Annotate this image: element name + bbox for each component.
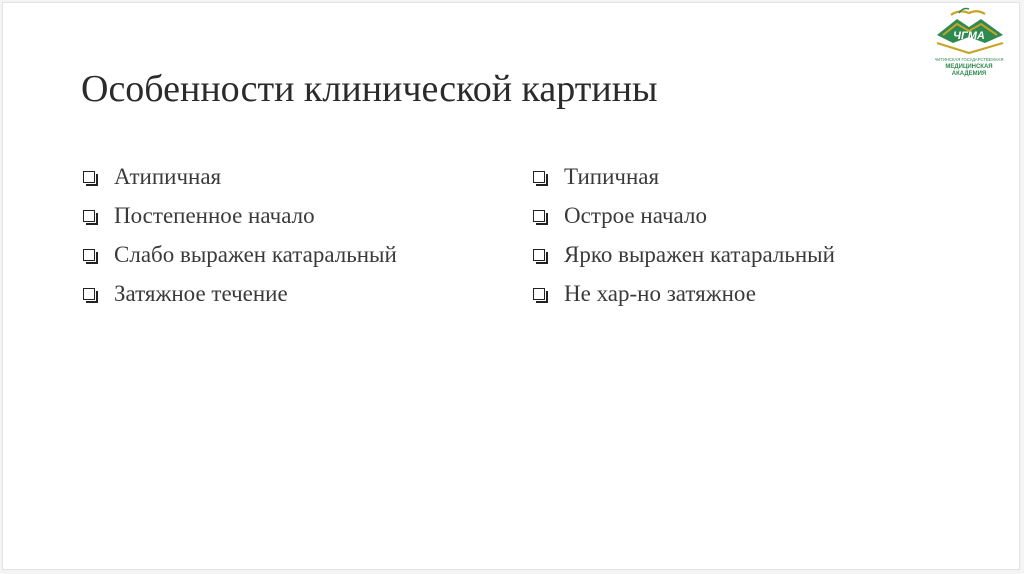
- logo-small-text: МЕДИЦИНСКАЯ: [945, 64, 993, 70]
- list-item-text: Ярко выражен катаральный: [564, 241, 835, 267]
- list-item-text: Постепенное начало: [114, 202, 315, 228]
- list-item-text: Атипичная: [114, 163, 222, 189]
- checkbox-bullet-icon: [533, 171, 545, 183]
- slide-title: Особенности клинической картины: [81, 68, 658, 110]
- checkbox-bullet-icon: [533, 288, 545, 300]
- list-item-text: Слабо выражен катаральный: [114, 241, 397, 267]
- list-item: [531, 196, 835, 235]
- logo-abbr-text: ЧГМА: [953, 30, 985, 42]
- list-item: [531, 157, 835, 196]
- bullet-list-left: [81, 157, 397, 313]
- bullet-list-right: [531, 157, 835, 313]
- logo-small-text: ЧИТИНСКАЯ ГОСУДАРСТВЕННАЯ: [934, 57, 1004, 62]
- checkbox-bullet-icon: [533, 249, 545, 261]
- list-item: [81, 157, 397, 196]
- slide: [2, 2, 1020, 570]
- list-item-text: Типичная: [564, 163, 660, 189]
- list-item-text: Затяжное течение: [114, 280, 288, 306]
- checkbox-bullet-icon: [533, 210, 545, 222]
- checkbox-bullet-icon: [83, 288, 95, 300]
- list-item: [81, 196, 397, 235]
- checkbox-bullet-icon: [83, 249, 95, 261]
- logo-small-text: АКАДЕМИЯ: [951, 71, 987, 77]
- checkbox-bullet-icon: [83, 171, 95, 183]
- list-item-text: Острое начало: [564, 202, 707, 228]
- academy-logo: [929, 5, 1009, 83]
- list-item: [81, 274, 397, 313]
- list-item: [531, 235, 835, 274]
- list-item-text: Не хар-но затяжное: [564, 280, 756, 306]
- list-item: [531, 274, 835, 313]
- list-item: [81, 235, 397, 274]
- checkbox-bullet-icon: [83, 210, 95, 222]
